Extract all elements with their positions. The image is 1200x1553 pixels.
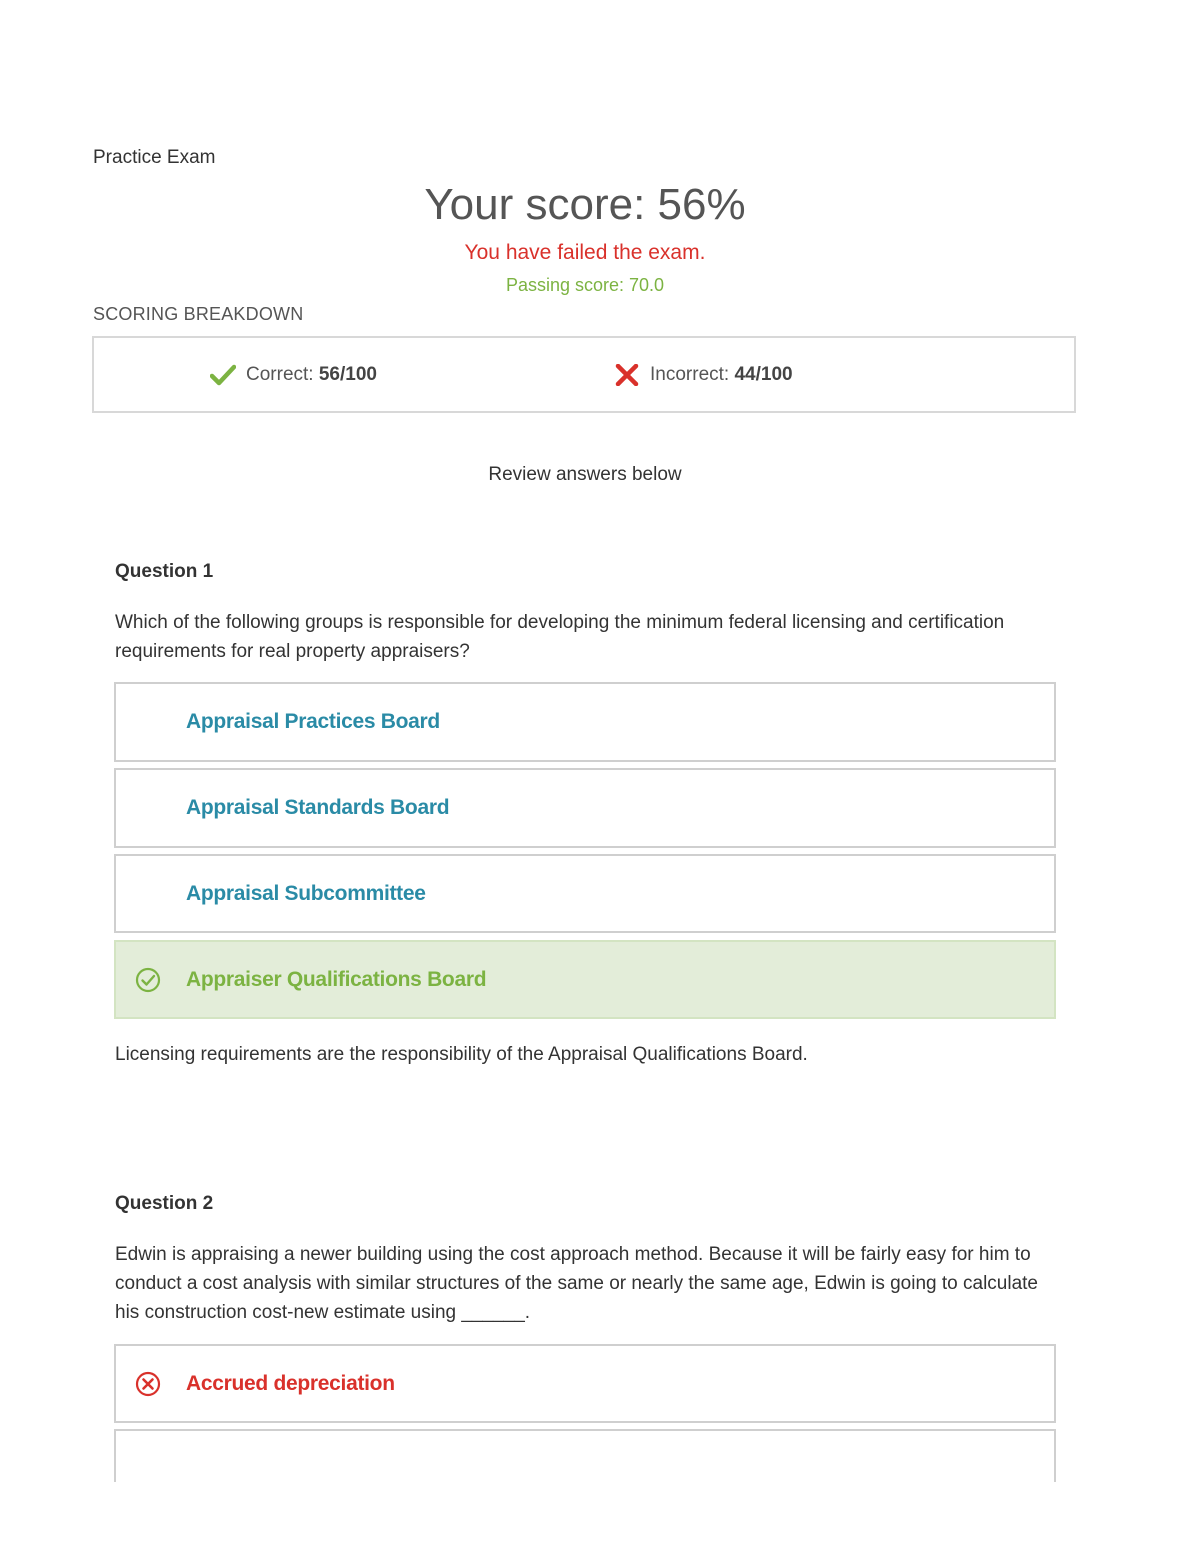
incorrect-label: Incorrect: xyxy=(650,364,730,385)
incorrect-stat xyxy=(614,364,793,386)
checkmark-icon xyxy=(210,364,236,386)
x-icon xyxy=(614,364,640,386)
scoring-breakdown-box xyxy=(92,336,1076,413)
result-message: You have failed the exam. xyxy=(464,241,706,264)
incorrect-value: 44/100 xyxy=(734,364,793,385)
correct-value: 56/100 xyxy=(318,364,377,385)
exam-title: Practice Exam xyxy=(93,147,216,168)
scoring-breakdown-heading: SCORING BREAKDOWN xyxy=(93,304,304,324)
question-1-option-3[interactable] xyxy=(114,854,1056,933)
option-label: Appraisal Practices Board xyxy=(186,710,440,733)
score-title: Your score: 56% xyxy=(424,180,746,229)
check-circle-icon xyxy=(134,966,162,994)
option-label: Appraisal Standards Board xyxy=(186,796,450,819)
option-label: Appraiser Qualifications Board xyxy=(186,967,487,991)
question-2-label: Question 2 xyxy=(115,1193,214,1214)
question-1-explanation: Licensing requirements are the responsibility of the Appraisal Qualifications Board. xyxy=(115,1044,808,1065)
question-1-option-1[interactable] xyxy=(114,682,1056,762)
question-1-label: Question 1 xyxy=(115,561,214,582)
question-2-option-2[interactable] xyxy=(114,1429,1056,1482)
question-2-option-1[interactable] xyxy=(114,1344,1056,1423)
x-circle-icon xyxy=(134,1370,162,1398)
question-1-option-4[interactable] xyxy=(114,940,1056,1019)
option-label: Appraisal Subcommittee xyxy=(186,881,426,905)
passing-score: Passing score: 70.0 xyxy=(505,275,665,295)
review-answers-hint: Review answers below xyxy=(488,464,682,485)
option-label: Accrued depreciation xyxy=(186,1371,395,1395)
question-1-text: Which of the following groups is responsible for developing the minimum federal licensing and certification requirements for real property appraisers? xyxy=(115,612,1005,662)
correct-stat xyxy=(210,364,377,386)
correct-label: Correct: xyxy=(246,364,314,385)
question-1-option-2[interactable] xyxy=(114,768,1056,848)
question-2-text: Edwin is appraising a newer building using the cost approach method. Because it will be fairly easy for him to conduct a cost analysis with similar structures of the same or nearly the same age, Edwin is going to calculate his construction cost-new estimate using ______. xyxy=(115,1244,1038,1323)
